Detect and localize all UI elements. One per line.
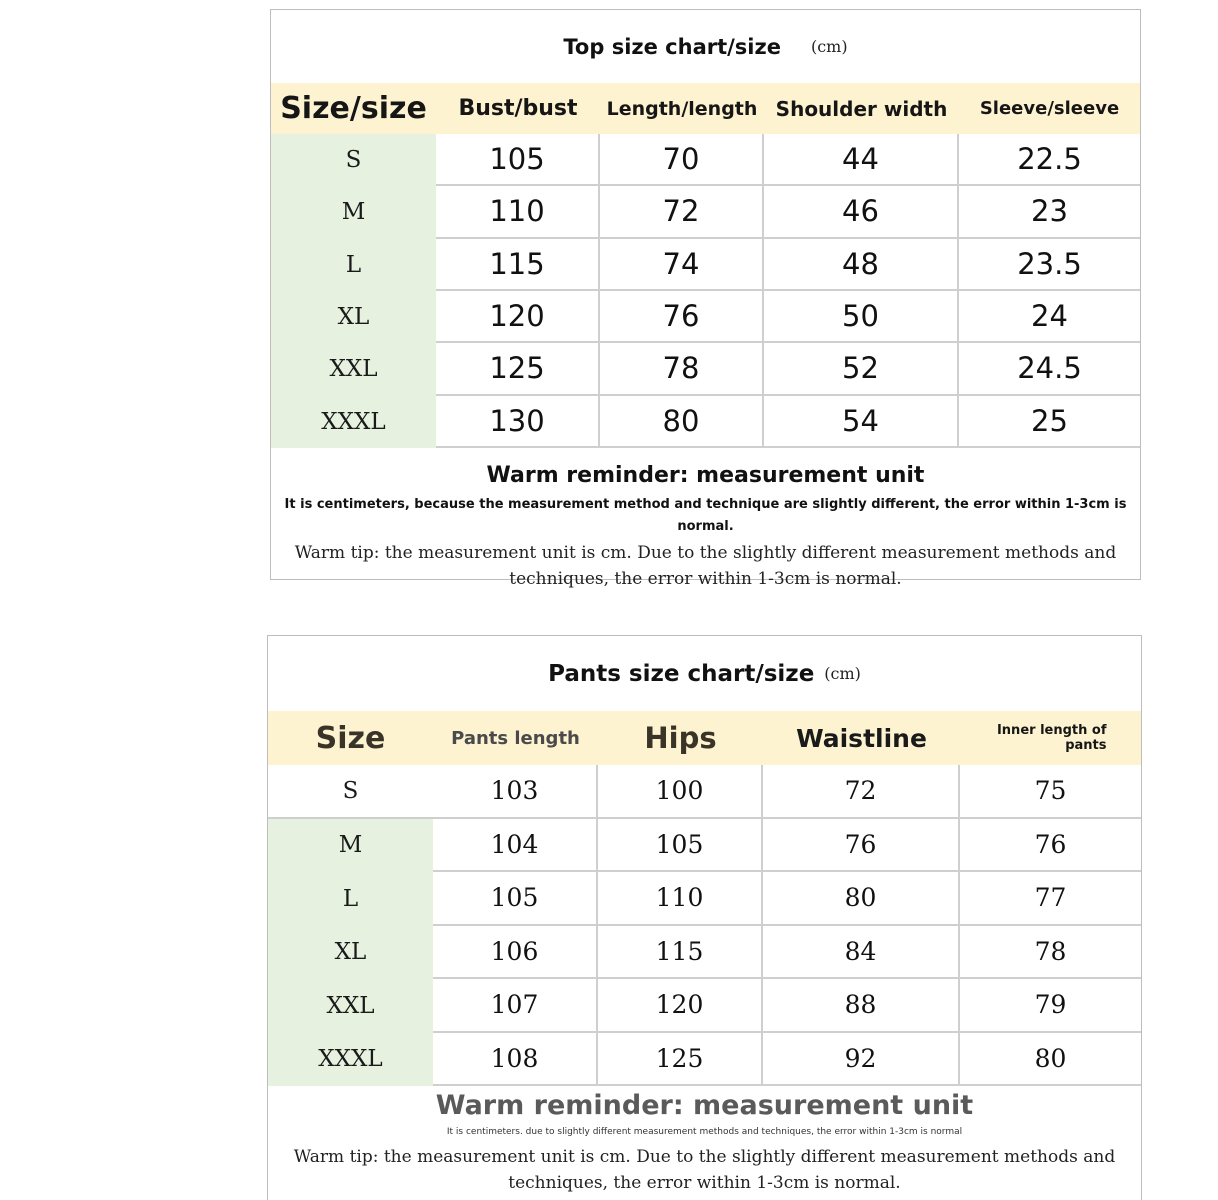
pants-length-cell: 105: [433, 872, 598, 926]
bust-cell: 115: [436, 239, 600, 291]
size-cell: XXL: [268, 979, 433, 1033]
waistline-cell: 80: [763, 872, 960, 926]
waistline-cell: 72: [763, 765, 960, 819]
bust-cell: 130: [436, 396, 600, 448]
hips-cell: 120: [598, 979, 763, 1033]
top-chart-title: Top size chart/size: [563, 34, 781, 59]
bust-cell: 120: [436, 291, 600, 343]
sleeve-cell: 24.5: [959, 343, 1140, 395]
pants-length-cell: 108: [433, 1033, 598, 1087]
pants-chart-header-row: [268, 711, 1141, 765]
pants-length-cell: 107: [433, 979, 598, 1033]
size-cell: XL: [271, 291, 436, 343]
header-length: Length/length: [606, 97, 758, 120]
pants-chart-reminder: [268, 1088, 1141, 1196]
length-cell: 78: [600, 343, 764, 395]
size-cell: XXXL: [268, 1033, 433, 1087]
inner-length-cell: 80: [960, 1033, 1141, 1087]
pants-size-chart: [267, 635, 1142, 1200]
waistline-cell: 88: [763, 979, 960, 1033]
inner-length-cell: 76: [960, 819, 1141, 873]
header-waistline: Waistline: [796, 723, 927, 753]
header-size: Size/size: [280, 91, 427, 126]
sleeve-cell: 22.5: [959, 134, 1140, 186]
reminder-title: Warm reminder: measurement unit: [435, 1090, 974, 1121]
hips-cell: 125: [598, 1033, 763, 1087]
header-hips: Hips: [644, 721, 717, 755]
top-chart-reminder: [271, 460, 1140, 592]
length-cell: 74: [600, 239, 764, 291]
top-chart-table: [271, 134, 1140, 448]
sleeve-cell: 23: [959, 186, 1140, 238]
waistline-cell: 76: [763, 819, 960, 873]
top-chart-header-row: [271, 83, 1140, 134]
bust-cell: 110: [436, 186, 600, 238]
reminder-title: Warm reminder: measurement unit: [486, 463, 925, 488]
header-inner-length: Inner length of pants: [996, 723, 1107, 753]
sleeve-cell: 23.5: [959, 239, 1140, 291]
bust-cell: 105: [436, 134, 600, 186]
inner-length-cell: 77: [960, 872, 1141, 926]
size-cell: M: [268, 819, 433, 873]
shoulder-cell: 54: [764, 396, 959, 448]
size-cell: M: [271, 186, 436, 238]
shoulder-cell: 52: [764, 343, 959, 395]
waistline-cell: 92: [763, 1033, 960, 1087]
reminder-tip: Warm tip: the measurement unit is cm. Due to the slightly different measurement methods and techniques, the error within 1-3cm is normal.: [294, 543, 1117, 589]
header-size: Size: [315, 720, 386, 756]
header-shoulder-width: Shoulder width: [775, 96, 948, 121]
size-cell: S: [268, 765, 433, 819]
header-pants-length: Pants length: [451, 727, 580, 749]
size-cell: S: [271, 134, 436, 186]
hips-cell: 115: [598, 926, 763, 980]
size-cell: XL: [268, 926, 433, 980]
length-cell: 80: [600, 396, 764, 448]
header-sleeve: Sleeve/sleeve: [979, 98, 1120, 119]
shoulder-cell: 48: [764, 239, 959, 291]
bust-cell: 125: [436, 343, 600, 395]
length-cell: 76: [600, 291, 764, 343]
top-chart-unit: (cm): [810, 37, 848, 56]
shoulder-cell: 44: [764, 134, 959, 186]
size-cell: XXXL: [271, 396, 436, 448]
size-cell: L: [268, 872, 433, 926]
pants-length-cell: 103: [433, 765, 598, 819]
size-cell: L: [271, 239, 436, 291]
waistline-cell: 84: [763, 926, 960, 980]
inner-length-cell: 79: [960, 979, 1141, 1033]
shoulder-cell: 50: [764, 291, 959, 343]
pants-length-cell: 104: [433, 819, 598, 873]
hips-cell: 100: [598, 765, 763, 819]
pants-length-cell: 106: [433, 926, 598, 980]
top-chart-title-row: [271, 10, 1140, 83]
shoulder-cell: 46: [764, 186, 959, 238]
hips-cell: 105: [598, 819, 763, 873]
sleeve-cell: 24: [959, 291, 1140, 343]
inner-length-cell: 75: [960, 765, 1141, 819]
pants-chart-title-row: [268, 636, 1141, 711]
pants-chart-unit: (cm): [824, 664, 861, 683]
size-cell: XXL: [271, 343, 436, 395]
pants-chart-title: Pants size chart/size: [548, 660, 815, 687]
reminder-tip: Warm tip: the measurement unit is cm. Due to the slightly different measurement methods and techniques, the error within 1-3cm is normal.: [293, 1147, 1116, 1193]
reminder-small-text: It is centimeters, because the measurement method and technique are slightly different, the error within 1-3cm is normal.: [284, 497, 1127, 534]
reminder-small-text: It is centimeters. due to slightly different measurement methods and techniques, the error within 1-3cm is normal: [446, 1127, 963, 1137]
pants-chart-table: [268, 765, 1141, 1086]
length-cell: 70: [600, 134, 764, 186]
header-bust: Bust/bust: [458, 96, 578, 121]
inner-length-cell: 78: [960, 926, 1141, 980]
hips-cell: 110: [598, 872, 763, 926]
sleeve-cell: 25: [959, 396, 1140, 448]
top-size-chart: [270, 9, 1141, 589]
length-cell: 72: [600, 186, 764, 238]
